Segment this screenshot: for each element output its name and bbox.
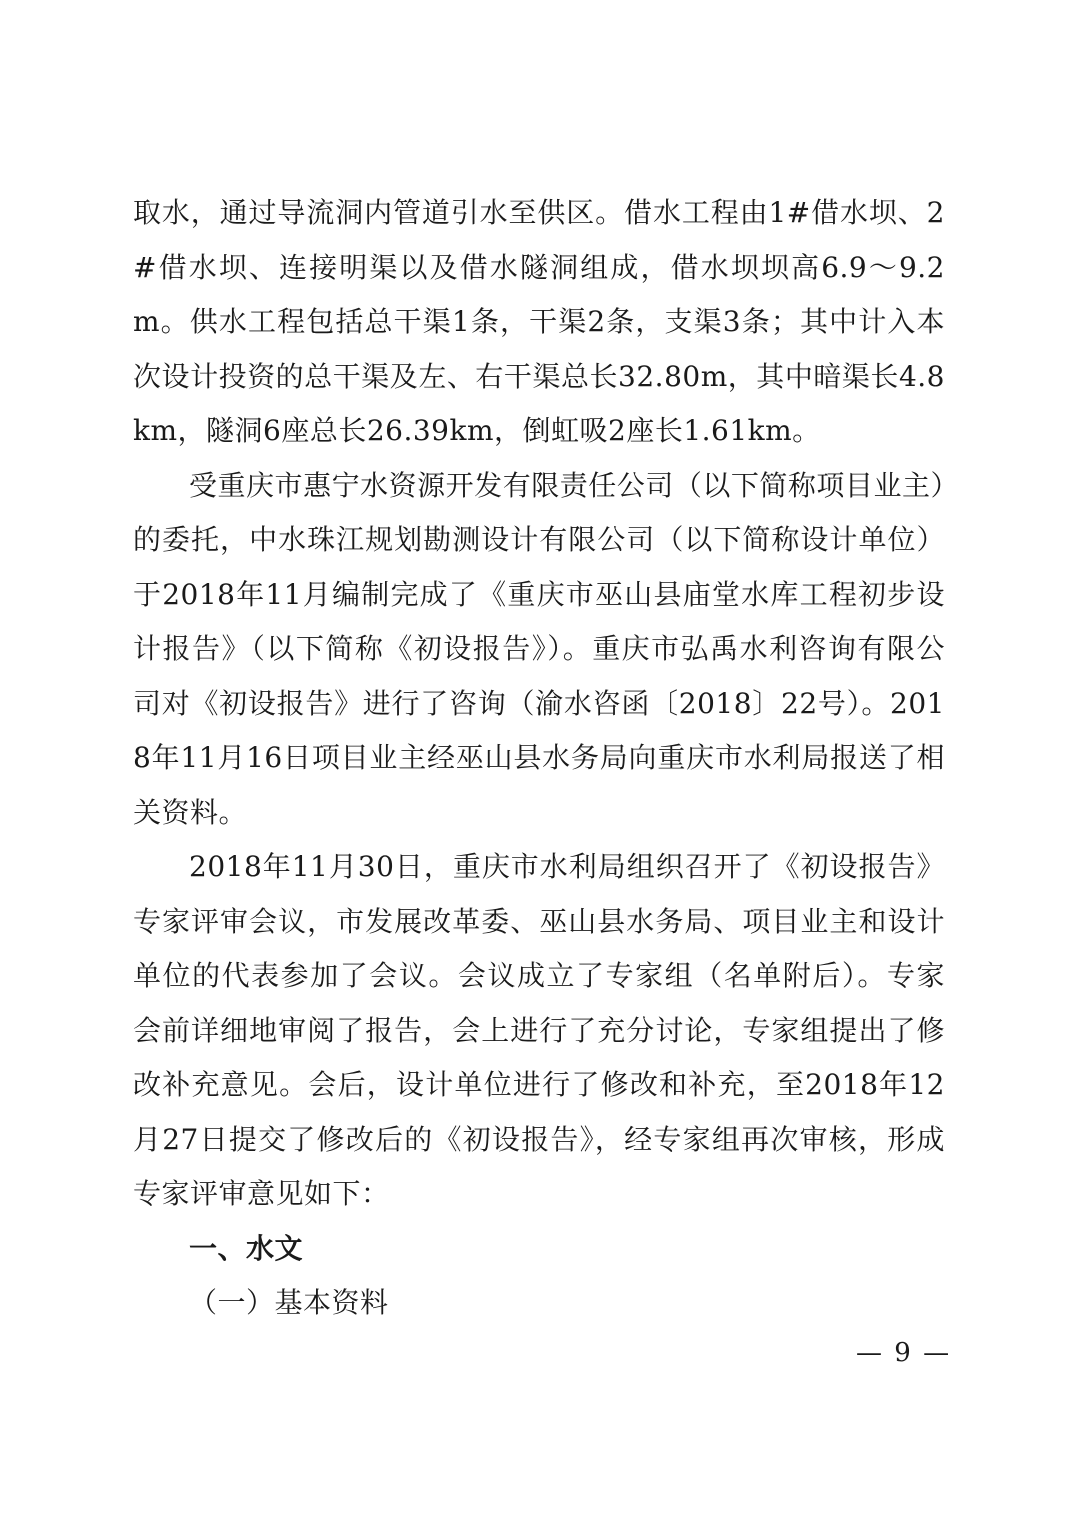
- paragraph-commission: 受重庆市惠宁水资源开发有限责任公司（以下简称项目业主）的委托，中水珠江规划勘测设计有限公司（以下简称设计单位）于2018年11月编制完成了《重庆市巫山县庙堂水库工程初步设计报告》（以下简称《初设报告》）。重庆市弘禹水利咨询有限公司对《初设报告》进行了咨询（渝水咨函〔2018〕22号）。2018年11月16日项目业主经巫山县水务局向重庆市水利局报送了相关资料。: [133, 468, 945, 829]
- page-number: — 9 —: [856, 1338, 952, 1368]
- section-heading-hydrology: 一、水文: [189, 1231, 304, 1265]
- paragraph-review-meeting: 2018年11月30日，重庆市水利局组织召开了《初设报告》专家评审会议，市发展改革委、巫山县水务局、项目业主和设计单位的代表参加了会议。会议成立了专家组（名单附后）。专家会前详细地审阅了报告，会上进行了充分讨论，专家组提出了修改补充意见。会后，设计单位进行了修改和补充，至2018年12月27日提交了修改后的《初设报告》，经专家组再次审核，形成专家评审意见如下：: [133, 850, 945, 1210]
- paragraph-project-description: 取水，通过导流洞内管道引水至供区。借水工程由1#借水坝、2#借水坝、连接明渠以及借水隧洞组成，借水坝坝高6.9～9.2m。供水工程包括总干渠1条，干渠2条，支渠3条；其中计入本次设计投资的总干渠及左、右干渠总长32.80m，其中暗渠长4.8km，隧洞6座总长26.39km，倒虹吸2座长1.61km。: [133, 196, 945, 447]
- document-body: [133, 186, 945, 1331]
- subsection-heading-basic-data: （一）基本资料: [189, 1286, 389, 1319]
